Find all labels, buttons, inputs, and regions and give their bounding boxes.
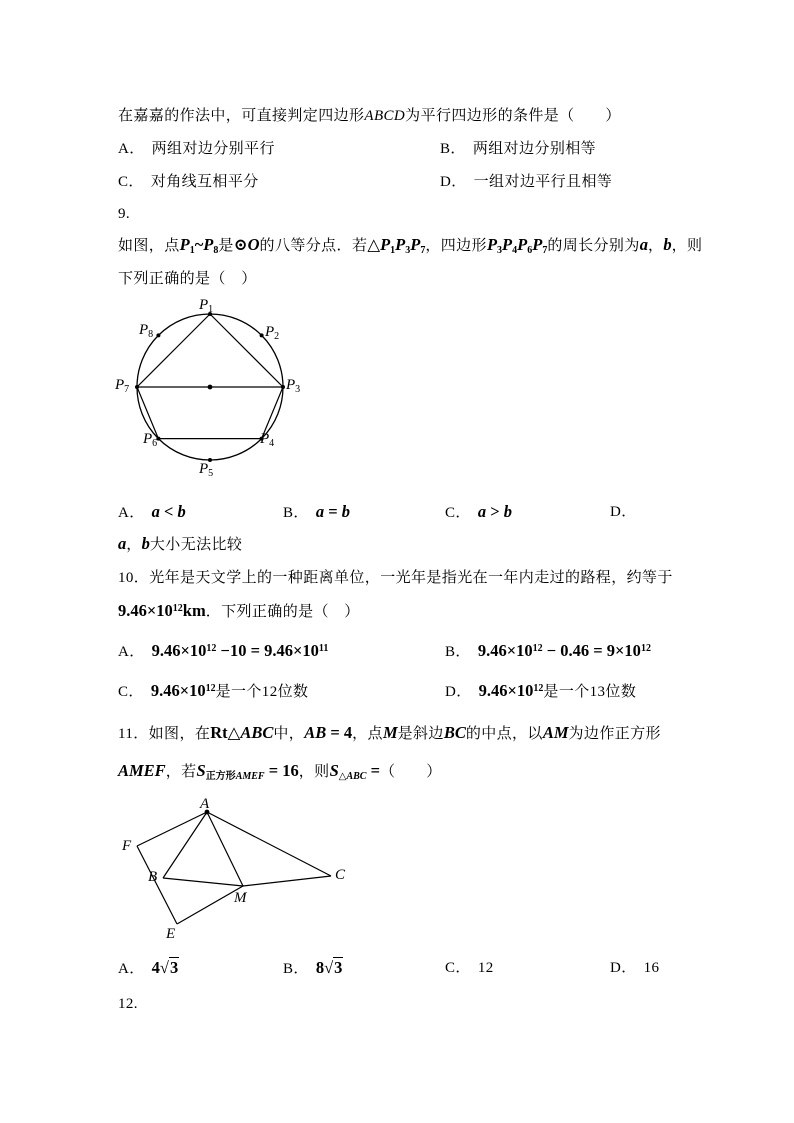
option-text: $9.46\times 10^{12} - 0.46 = 9\times 10^{12}$ bbox=[477, 641, 651, 660]
label-main: P bbox=[143, 431, 153, 447]
q8-option-c bbox=[118, 170, 259, 194]
label-sub: 6 bbox=[152, 438, 158, 449]
q9-option-d bbox=[610, 500, 644, 524]
side-b-m bbox=[163, 878, 243, 886]
q11-point-label-a bbox=[200, 796, 209, 812]
q11-point-label-c bbox=[335, 867, 345, 883]
q11-point-label-e bbox=[166, 926, 175, 942]
point-dot-p7 bbox=[135, 385, 139, 389]
q10-option-d bbox=[445, 679, 636, 704]
label-main: A bbox=[200, 796, 210, 812]
option-text: 4√3 bbox=[151, 958, 179, 977]
q9-option-b bbox=[283, 500, 350, 525]
q9-stem-line2: 下列正确的是（ ） bbox=[118, 271, 257, 287]
label-main: P bbox=[286, 377, 296, 393]
q9-point-label-p2 bbox=[265, 324, 279, 340]
q9-point-label-p6 bbox=[143, 431, 157, 447]
q11-option-c bbox=[445, 956, 494, 980]
q9-point-label-p7 bbox=[115, 377, 129, 393]
option-text: $9.46\times 10^{12}$是一个12位数 bbox=[150, 681, 309, 700]
q9-point-label-p4 bbox=[260, 431, 274, 447]
point-dot-p3 bbox=[281, 385, 285, 389]
option-text: $9.46\times 10^{12}$是一个13位数 bbox=[478, 681, 637, 700]
label-sub: 2 bbox=[274, 331, 280, 342]
option-text: a > b bbox=[477, 502, 512, 521]
q8-stem: 在嘉嘉的作法中，可直接判定四边形ABCD为平行四边形的条件是（ ） bbox=[118, 108, 621, 124]
option-text: 两组对边分别平行 bbox=[151, 141, 275, 157]
label-sub: 8 bbox=[148, 329, 154, 340]
side-a-m bbox=[207, 812, 243, 886]
q11-stem-line1: 11．如图，在Rt△ABC中，AB = 4，点M是斜边BC的中点，以AM为边作正方形 bbox=[118, 723, 661, 742]
q11-point-label-f bbox=[122, 838, 131, 854]
option-label: C． bbox=[445, 960, 471, 976]
option-label: A． bbox=[118, 141, 145, 157]
q11-point-label-m bbox=[234, 890, 247, 906]
q9-point-label-p8 bbox=[139, 322, 153, 338]
option-text: 8√3 bbox=[315, 958, 343, 977]
q11-option-d bbox=[610, 956, 659, 980]
q8-option-b bbox=[440, 137, 596, 161]
q12-number: 12. bbox=[118, 996, 138, 1012]
option-label: A． bbox=[118, 644, 145, 660]
option-label: B． bbox=[445, 644, 471, 660]
q10-stem-line1: 10．光年是天文学上的一种距离单位，一光年是指光在一年内走过的路程，约等于 bbox=[118, 570, 673, 586]
q9-point-label-p5 bbox=[199, 461, 213, 477]
option-text: 对角线互相平分 bbox=[150, 174, 259, 190]
option-label: D． bbox=[440, 174, 467, 190]
option-label: D． bbox=[445, 684, 472, 700]
q9-option-c bbox=[445, 500, 512, 525]
q10-option-c bbox=[118, 679, 308, 704]
option-label: A． bbox=[118, 961, 145, 977]
option-label: D． bbox=[610, 504, 637, 520]
q11-option-a bbox=[118, 956, 179, 981]
q9-option-d-continuation: a，b大小无法比较 bbox=[118, 534, 243, 553]
label-main: P bbox=[265, 324, 275, 340]
label-main: P bbox=[139, 322, 149, 338]
label-main: C bbox=[335, 867, 346, 883]
label-main: P bbox=[260, 431, 270, 447]
side-e-f bbox=[137, 846, 177, 924]
q9-stem-line1: 如图，点$P_1\sim P_8$是⊙O的八等分点．若$\triangle P_1P_3P_7$，四边形$P_3P_4P_6P_7$的周长分别为a，b，则 bbox=[118, 235, 703, 256]
option-label: A． bbox=[118, 505, 145, 521]
label-sub: 1 bbox=[208, 304, 214, 315]
side-m-c bbox=[243, 876, 331, 886]
label-sub: 4 bbox=[269, 438, 275, 449]
point-dot-p8 bbox=[156, 333, 160, 337]
option-text: 一组对边平行且相等 bbox=[473, 174, 613, 190]
side-a-b bbox=[163, 812, 207, 878]
q9-point-label-p1 bbox=[199, 297, 213, 313]
q9-option-a bbox=[118, 500, 186, 525]
label-main: B bbox=[148, 869, 158, 885]
label-sub: 7 bbox=[124, 384, 130, 395]
side-f-a bbox=[137, 812, 207, 846]
option-label: C． bbox=[445, 505, 471, 521]
q8-option-d bbox=[440, 170, 612, 194]
q8-option-a bbox=[118, 137, 275, 161]
label-main: F bbox=[122, 838, 132, 854]
q10-option-a bbox=[118, 639, 328, 664]
option-label: B． bbox=[283, 961, 309, 977]
option-label: D． bbox=[610, 960, 637, 976]
option-text: 两组对边分别相等 bbox=[472, 141, 597, 157]
label-sub: 5 bbox=[208, 468, 214, 479]
label-sub: 3 bbox=[295, 384, 301, 395]
q9-number: 9. bbox=[118, 206, 131, 222]
option-label: B． bbox=[440, 141, 466, 157]
option-text: 16 bbox=[643, 960, 660, 976]
option-text: a = b bbox=[315, 502, 350, 521]
option-text: a < b bbox=[151, 502, 186, 521]
label-main: P bbox=[199, 461, 209, 477]
point-dot-p2 bbox=[260, 333, 264, 337]
label-main: P bbox=[115, 377, 125, 393]
option-label: B． bbox=[283, 505, 309, 521]
q11-point-label-b bbox=[148, 869, 157, 885]
option-text: $9.46\times 10^{12} -10 = 9.46\times 10^{11}$ bbox=[151, 641, 329, 660]
option-text: 12 bbox=[477, 960, 494, 976]
q10-stem-line2: $9.46\times 10^{12}km$．下列正确的是（ ） bbox=[118, 601, 360, 620]
label-main: M bbox=[234, 890, 247, 906]
q10-option-b bbox=[445, 639, 651, 664]
center-dot bbox=[208, 385, 213, 390]
label-main: E bbox=[166, 926, 176, 942]
option-label: C． bbox=[118, 684, 144, 700]
q9-point-label-p3 bbox=[286, 377, 300, 393]
q11-option-b bbox=[283, 956, 343, 981]
label-main: P bbox=[199, 297, 209, 313]
side-a-c bbox=[207, 812, 331, 876]
option-label: C． bbox=[118, 174, 144, 190]
q11-stem-line2: AMEF，若$S_{正方形AMEF} = 16$，则$S_{\triangle ABC}$ =（ ） bbox=[118, 761, 442, 782]
